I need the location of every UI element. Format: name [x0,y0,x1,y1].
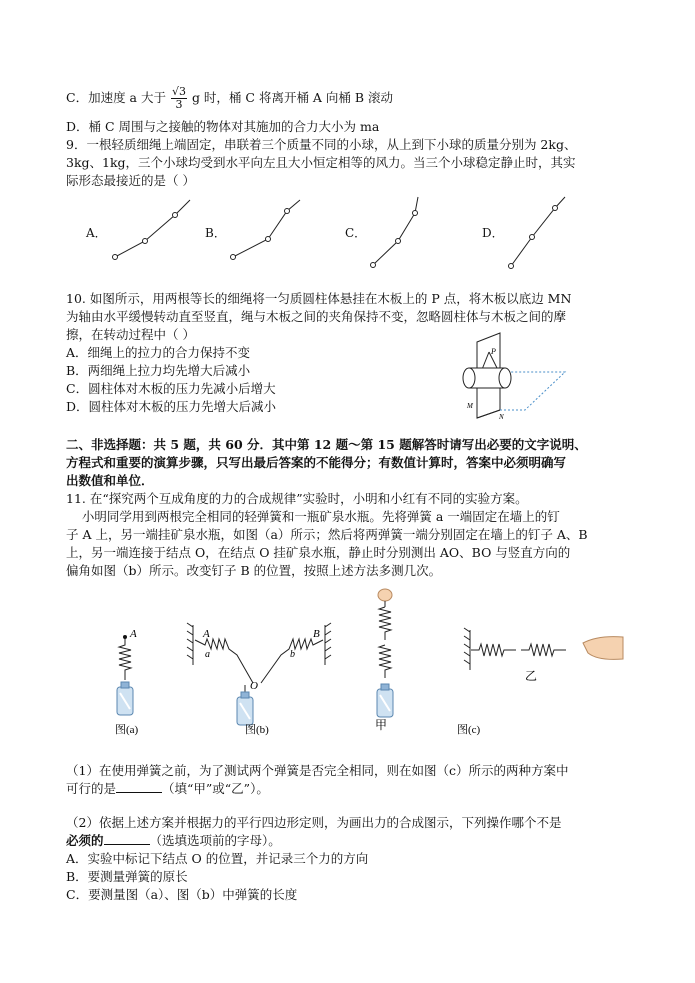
q9-options-diagram [100,195,580,275]
q11-line-3: 子 A 上，另一端挂矿泉水瓶，如图（a）所示；然后将两弹簧一端分别固定在墙上的钉子 A、B [66,527,588,542]
figure-jia [378,589,392,678]
q9-option-d-label: D． [482,226,504,240]
q10-line-3: 擦，在转动过程中（ ） [66,327,195,342]
ball-2 [143,239,148,244]
figure-yi [464,628,623,670]
q11-p2-line-2: 必须的 （选填选项前的字母）。 [66,833,281,848]
label-spring-b: b [290,649,295,660]
label-m: M [467,402,473,410]
label-fig-b: 图(b) [245,724,269,736]
q10-line-2: 为轴由水平缓慢转动直至竖直，绳与木板之间的夹角保持不变，忽略圆柱体与木板之间的摩 [66,309,567,324]
section-2-line-2: 方程式和重要的演算步骤，只写出最后答案的不能得分；有数值计算时，答案中必须明确写 [66,455,567,470]
q9-line-2: 3kg、1kg，三个小球均受到水平向左且大小恒定相等的风力。当三个小球稳定静止时，其实 [66,155,576,170]
q9-option-c-label: C． [345,226,367,240]
section-2-line-3: 出数值和单位． [66,473,154,488]
label-n: N [499,413,504,420]
q10-board-cylinder-diagram [455,330,580,420]
q8-option-c: C．加速度 a 大于 $\frac{√3}{3}$ g 时，桶 C 将离开桶 A 向桶 B 滚动 [66,85,394,111]
q9-line-1: 9．一根轻质细绳上端固定，串联着三个质量不同的小球，从上到下小球的质量分别为 2kg、 [66,137,577,152]
label-yi: 乙 [525,669,538,683]
q11-line-4: 上，另一端连接于结点 O，在结点 O 挂矿泉水瓶，静止时分别测出 AO、BO 与竖直方向的 [66,545,571,560]
section-2-line-1: 二、非选择题：共 5 题，共 60 分．其中第 12 题～第 15 题解答时请写出必要的文字说明、 [66,437,587,452]
q9-option-a-label: A． [86,226,107,240]
q11-line-5: 偏角如图（b）所示。改变钉子 B 的位置，按照上述方法多测几次。 [66,563,442,578]
sqrt3-over-3-fraction: $\frac{√3}{3}$ [171,85,186,111]
q10-option-b: B．两细绳上拉力均先增大后减小 [66,363,251,378]
label-fig-a: 图(a) [115,724,139,736]
label-p: P [491,347,496,356]
q8-option-d: D．桶 C 周围与之接触的物体对其施加的合力大小为 ma [66,119,380,134]
q11-p2-option-b: B．要测量弹簧的原长 [66,869,188,884]
figure-a [117,628,137,715]
label-jia: 甲 [375,718,388,732]
ball-3 [113,255,118,260]
string-option-a [115,200,190,257]
q9-option-b-label: B． [205,226,226,240]
label-spring-a: a [205,649,210,660]
q11-p2-option-a: A．实验中标记下结点 O 的位置，并记录三个力的方向 [66,851,369,866]
string-option-b [233,200,300,257]
label-a-nail: A [130,628,137,640]
q11-p2-option-c: C．要测量图（a）、图（b）中弹簧的长度 [66,887,298,902]
q9-line-3: 际形态最接近的是（ ） [66,173,195,188]
q11-p1-line-1: （1）在使用弹簧之前，为了测试两个弹簧是否完全相同，则在如图（c）所示的两种方案中 [66,763,569,778]
q10-option-c: C．圆柱体对木板的压力先减小后增大 [66,381,276,396]
ball-1 [173,213,178,218]
q11-p1-line-2: 可行的是 （填“甲”或“乙”）。 [66,781,269,796]
q11-spring-figures [95,585,655,745]
q10-option-a: A．细绳上的拉力的合力保持不变 [66,345,251,360]
label-b-nail-a: A [203,628,210,640]
q11-p2-line-1: （2）依据上述方案并根据力的平行四边形定则，为画出力的合成图示，下列操作哪个不是 [66,815,562,830]
label-knot-o: O [250,680,258,692]
q10-option-d: D．圆柱体对木板的压力先增大后减小 [66,399,277,414]
q11-line-1: 11. 在“探究两个互成角度的力的合成规律”实验时，小明和小红有不同的实验方案。 [66,491,528,506]
label-b-nail-b: B [313,628,320,640]
answer-blank-2[interactable] [104,832,150,845]
string-option-c [373,197,418,265]
label-fig-c: 图(c) [457,724,481,736]
q11-line-2: 小明同学用到两根完全相同的轻弹簧和一瓶矿泉水瓶。先将弹簧 a 一端固定在墙上的钉 [66,509,560,524]
q10-line-1: 10. 如图所示，用两根等长的细绳将一匀质圆柱体悬挂在木板上的 P 点，将木板以底边 MN [66,291,572,306]
answer-blank-1[interactable] [116,780,162,793]
